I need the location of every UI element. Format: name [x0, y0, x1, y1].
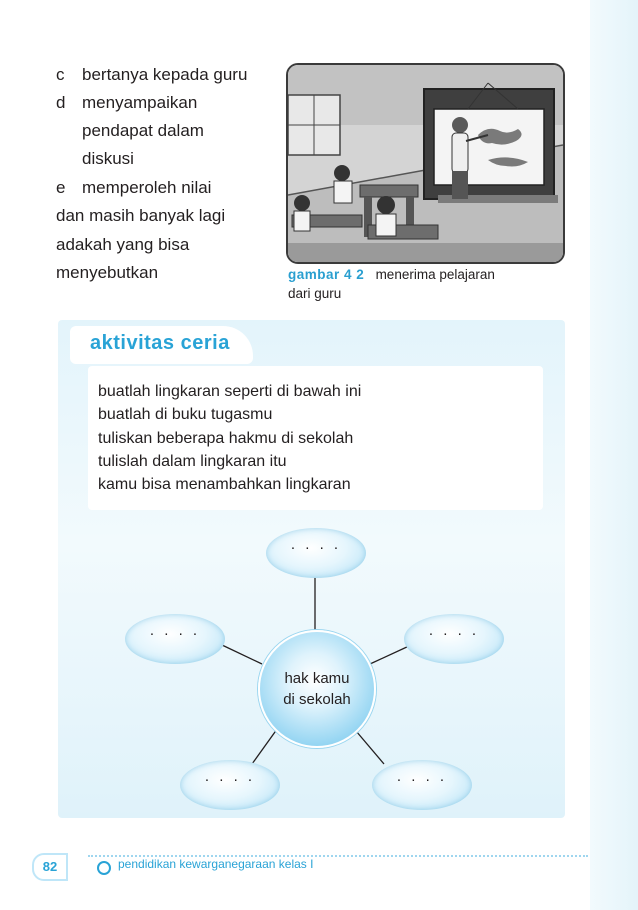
list-item-e: e memperoleh nilai — [56, 178, 212, 197]
paragraph-line: dan masih banyak lagi — [56, 206, 226, 225]
paragraph-line: adakah yang bisa — [56, 235, 190, 254]
blank-circle: . . . . — [266, 528, 366, 578]
figure-caption-line2: dari guru — [288, 286, 342, 301]
list-item-d-cont: pendapat dalam — [82, 121, 204, 140]
list-item-d-cont: diskusi — [82, 149, 134, 168]
blank-circle: . . . . — [180, 760, 280, 810]
figure-caption: gambar 4 2 menerima pelajaran — [288, 267, 495, 282]
book-title: pendidikan kewarganegaraan kelas I — [118, 857, 314, 871]
center-label: hak kamu di sekolah — [283, 670, 351, 708]
page-number: 82 — [32, 853, 68, 881]
list-item-d: d menyampaikan — [56, 93, 198, 112]
blank-circle: . . . . — [372, 760, 472, 810]
blank-circle: . . . . — [125, 614, 225, 664]
instruction-line: buatlah di buku tugasmu — [98, 406, 273, 423]
instruction-line: tuliskan beberapa hakmu di sekolah — [98, 430, 354, 447]
circle-bullet-icon — [97, 861, 111, 875]
center-circle — [258, 630, 376, 748]
list-item-c: c bertanya kepada guru — [56, 65, 248, 84]
activity-title: aktivitas ceria — [90, 332, 230, 354]
paragraph-line: menyebutkan — [56, 263, 159, 282]
instruction-line: kamu bisa menambahkan lingkaran — [98, 476, 351, 493]
blank-circle: . . . . — [404, 614, 504, 664]
instruction-line: buatlah lingkaran seperti di bawah ini — [98, 383, 362, 400]
instruction-line: tulislah dalam lingkaran itu — [98, 453, 287, 470]
